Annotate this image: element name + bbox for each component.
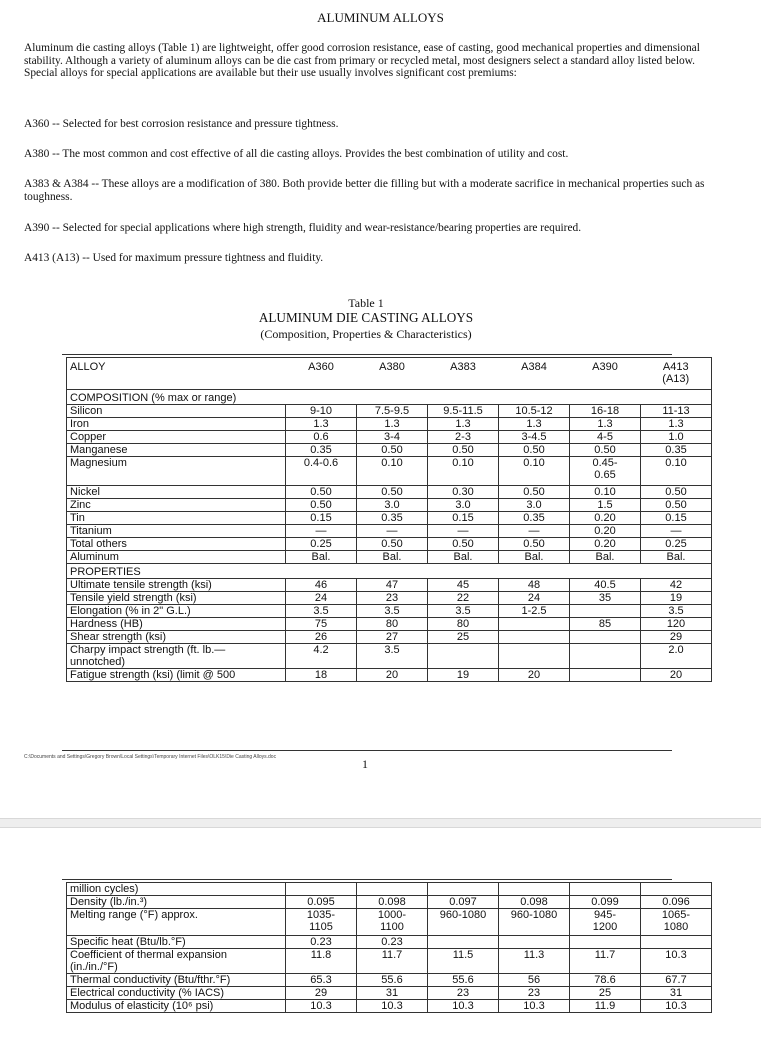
- row-label: Electrical conductivity (% IACS): [67, 987, 286, 1000]
- row-label: Iron: [67, 418, 286, 431]
- table-cell: [641, 883, 712, 896]
- table-row: [67, 525, 712, 538]
- table-cell: 0.50: [357, 486, 428, 499]
- table-cell: —: [428, 525, 499, 538]
- table-cell: 47: [357, 579, 428, 592]
- row-label: Copper: [67, 431, 286, 444]
- table-cell: 7.5-9.5: [357, 405, 428, 418]
- empty-cell: [428, 564, 499, 579]
- table-cell: 0.15: [286, 512, 357, 525]
- table-cell: 29: [641, 631, 712, 644]
- table-cell: 0.20: [570, 525, 641, 538]
- table-cell: 11-13: [641, 405, 712, 418]
- table-cell: 25: [428, 631, 499, 644]
- table-cell: 0.098: [499, 896, 570, 909]
- page-number: 1: [362, 757, 368, 771]
- table-cell: 3-4.5: [499, 431, 570, 444]
- table-cell: 120: [641, 618, 712, 631]
- table-cell: 1.3: [286, 418, 357, 431]
- table-cell: 0.097: [428, 896, 499, 909]
- table-cell: Bal.: [286, 551, 357, 564]
- table-cell: 75: [286, 618, 357, 631]
- table-row: [67, 896, 712, 909]
- table-cell: 11.9: [570, 1000, 641, 1013]
- table-cell: 9-10: [286, 405, 357, 418]
- table-cell: 960-1080: [499, 909, 570, 936]
- row-label: Ultimate tensile strength (ksi): [67, 579, 286, 592]
- table-cell: 960-1080: [428, 909, 499, 936]
- row-label: Specific heat (Btu/lb.°F): [67, 936, 286, 949]
- table-cell: [428, 936, 499, 949]
- table-cell: —: [286, 525, 357, 538]
- table-cell: 24: [286, 592, 357, 605]
- table-cell: 22: [428, 592, 499, 605]
- table-cell: 27: [357, 631, 428, 644]
- row-label: Elongation (% in 2" G.L.): [67, 605, 286, 618]
- row-label: Zinc: [67, 499, 286, 512]
- table-cell: A413 (A13): [641, 358, 712, 390]
- table-cell: 31: [641, 987, 712, 1000]
- table-cell: [570, 936, 641, 949]
- note-a380: A380 -- The most common and cost effective of all die casting alloys. Provides the best combination of utility and cost.: [24, 148, 569, 160]
- table-cell: [570, 631, 641, 644]
- table-cont-outer-top-line: [62, 879, 672, 880]
- table-cell: 0.096: [641, 896, 712, 909]
- table-cell: 0.50: [357, 444, 428, 457]
- table-cell: 1.3: [499, 418, 570, 431]
- table-row: [67, 644, 712, 669]
- table-cell: 1.3: [641, 418, 712, 431]
- table-cell: 10.3: [357, 1000, 428, 1013]
- table-cell: 0.50: [641, 499, 712, 512]
- empty-cell: [357, 390, 428, 405]
- page-break-gap: [0, 818, 761, 828]
- table-header-row: [67, 358, 712, 390]
- table-cell: 0.50: [428, 444, 499, 457]
- table-cell: 1000- 1100: [357, 909, 428, 936]
- table-row: [67, 418, 712, 431]
- table-cell: Bal.: [357, 551, 428, 564]
- table-cell: A360: [286, 358, 357, 390]
- table-cell: 0.098: [357, 896, 428, 909]
- empty-cell: [570, 564, 641, 579]
- table-cell: 3.0: [499, 499, 570, 512]
- page-title: ALUMINUM ALLOYS: [317, 10, 444, 25]
- table-row: [67, 499, 712, 512]
- table-cell: 3.5: [428, 605, 499, 618]
- table-cell: [286, 883, 357, 896]
- table-cell: 56: [499, 974, 570, 987]
- table-cell: 0.095: [286, 896, 357, 909]
- table-cell: 4.2: [286, 644, 357, 669]
- table-cell: 0.23: [286, 936, 357, 949]
- table-cell: A384: [499, 358, 570, 390]
- row-label: million cycles): [67, 883, 286, 896]
- table-cell: 0.10: [428, 457, 499, 486]
- empty-cell: [641, 390, 712, 405]
- row-label: Tensile yield strength (ksi): [67, 592, 286, 605]
- row-label: ALLOY: [67, 358, 286, 390]
- table-cell: 0.50: [570, 444, 641, 457]
- table-cell: 0.50: [499, 444, 570, 457]
- row-label: Thermal conductivity (Btu/fthr.°F): [67, 974, 286, 987]
- table-cell: 0.45- 0.65: [570, 457, 641, 486]
- table-cell: 23: [428, 987, 499, 1000]
- table-cell: 80: [357, 618, 428, 631]
- row-label: Fatigue strength (ksi) (limit @ 500: [67, 669, 286, 682]
- table-cell: 1035- 1105: [286, 909, 357, 936]
- table-cell: 65.3: [286, 974, 357, 987]
- table-cell: 1.3: [570, 418, 641, 431]
- table-cell: 0.20: [570, 538, 641, 551]
- table-subtitle: (Composition, Properties & Characteristics): [260, 327, 472, 341]
- table-cell: 1.3: [428, 418, 499, 431]
- table-cell: [428, 883, 499, 896]
- table-row: [67, 1000, 712, 1013]
- table-cell: 10.5-12: [499, 405, 570, 418]
- table-cell: Bal.: [499, 551, 570, 564]
- table-cell: 20: [357, 669, 428, 682]
- empty-cell: [499, 564, 570, 579]
- table-cell: 46: [286, 579, 357, 592]
- table-row: [67, 974, 712, 987]
- table-cell: —: [499, 525, 570, 538]
- table-cell: 1.5: [570, 499, 641, 512]
- table-cell: 25: [570, 987, 641, 1000]
- table-cell: 3.0: [357, 499, 428, 512]
- table-cell: 48: [499, 579, 570, 592]
- table-cell: Bal.: [641, 551, 712, 564]
- table-cell: 0.50: [499, 538, 570, 551]
- row-label: Hardness (HB): [67, 618, 286, 631]
- table-cell: [428, 644, 499, 669]
- section-heading: COMPOSITION (% max or range): [67, 390, 286, 405]
- row-label: Charpy impact strength (ft. lb.— unnotched): [67, 644, 286, 669]
- table-cell: 11.5: [428, 949, 499, 974]
- table-row: [67, 444, 712, 457]
- table-cell: 19: [428, 669, 499, 682]
- table-cell: 55.6: [357, 974, 428, 987]
- empty-cell: [286, 390, 357, 405]
- table-cell: 16-18: [570, 405, 641, 418]
- row-label: Nickel: [67, 486, 286, 499]
- alloy-table: [66, 357, 712, 682]
- table-cell: 18: [286, 669, 357, 682]
- intro-paragraph: Aluminum die casting alloys (Table 1) are lightweight, offer good corrosion resistance, ease of casting, good mechanical properties and dimensional stability. Although a variety of aluminum alloys can be die cast from primary or recycled metal, most designers select a standard alloy listed below. Special alloys for special applications are available but their use usually involves significant cost premiums:: [24, 42, 700, 80]
- table-cell: 31: [357, 987, 428, 1000]
- empty-cell: [499, 390, 570, 405]
- table-row: [67, 631, 712, 644]
- table-cell: 10.3: [641, 1000, 712, 1013]
- table-cell: 0.15: [641, 512, 712, 525]
- table-cell: 0.50: [286, 486, 357, 499]
- table-row: [67, 669, 712, 682]
- row-label: Tin: [67, 512, 286, 525]
- table-cell: [570, 669, 641, 682]
- table-cell: 1-2.5: [499, 605, 570, 618]
- empty-cell: [641, 564, 712, 579]
- table-cell: [570, 883, 641, 896]
- empty-cell: [428, 390, 499, 405]
- table-cell: 9.5-11.5: [428, 405, 499, 418]
- table-cell: 0.20: [570, 512, 641, 525]
- table-row: [67, 405, 712, 418]
- table-cell: 3.5: [641, 605, 712, 618]
- table-cell: 3.5: [357, 644, 428, 669]
- table-cell: [570, 605, 641, 618]
- table-cell: 0.50: [357, 538, 428, 551]
- row-label: Titanium: [67, 525, 286, 538]
- table-cell: —: [357, 525, 428, 538]
- table-cell: 0.15: [428, 512, 499, 525]
- table-row: [67, 618, 712, 631]
- table-cell: 3-4: [357, 431, 428, 444]
- table-cell: 29: [286, 987, 357, 1000]
- table-cell: 0.50: [428, 538, 499, 551]
- table-cell: 0.6: [286, 431, 357, 444]
- section-properties: [67, 564, 712, 579]
- table-cell: 0.35: [286, 444, 357, 457]
- table-cell: 42: [641, 579, 712, 592]
- row-label: Magnesium: [67, 457, 286, 486]
- table-cell: 4-5: [570, 431, 641, 444]
- table-label: Table 1: [348, 296, 384, 310]
- table-cell: 24: [499, 592, 570, 605]
- table-cell: 0.35: [499, 512, 570, 525]
- table-cell: [499, 883, 570, 896]
- table-cell: 1.3: [357, 418, 428, 431]
- table-cell: 0.23: [357, 936, 428, 949]
- table-row: [67, 486, 712, 499]
- table-cell: 0.50: [641, 486, 712, 499]
- table-row: [67, 936, 712, 949]
- empty-cell: [286, 564, 357, 579]
- table-row: [67, 551, 712, 564]
- table-cell: 0.10: [499, 457, 570, 486]
- table-cell: 80: [428, 618, 499, 631]
- table-cell: 945- 1200: [570, 909, 641, 936]
- table-cell: 20: [499, 669, 570, 682]
- table-cell: 35: [570, 592, 641, 605]
- table-row: [67, 431, 712, 444]
- table-cell: 23: [357, 592, 428, 605]
- table-cell: 20: [641, 669, 712, 682]
- table-cell: 1.0: [641, 431, 712, 444]
- footer-file-path: C:\Documents and Settings\Gregory Brown\Local Settings\Temporary Internet Files\OLK15\Die Casting Alloys.doc: [24, 754, 277, 760]
- table-cell: Bal.: [428, 551, 499, 564]
- table-cell: 55.6: [428, 974, 499, 987]
- row-label: Silicon: [67, 405, 286, 418]
- note-a390: A390 -- Selected for special applications where high strength, fluidity and wear-resistance/bearing properties are required.: [24, 222, 582, 234]
- table-cell: 10.3: [428, 1000, 499, 1013]
- table-row: [67, 949, 712, 974]
- table-cell: 0.35: [641, 444, 712, 457]
- table-cell: 78.6: [570, 974, 641, 987]
- table-row: [67, 883, 712, 896]
- table-cell: 3.5: [357, 605, 428, 618]
- table-cell: —: [641, 525, 712, 538]
- table-cell: 2-3: [428, 431, 499, 444]
- note-a413: A413 (A13) -- Used for maximum pressure tightness and fluidity.: [24, 252, 324, 264]
- table-cell: 11.7: [570, 949, 641, 974]
- table-cell: 11.8: [286, 949, 357, 974]
- table-cell: 0.50: [286, 499, 357, 512]
- row-label: Aluminum: [67, 551, 286, 564]
- table-outer-bottom-line: [62, 750, 672, 751]
- empty-cell: [570, 390, 641, 405]
- row-label: Total others: [67, 538, 286, 551]
- table-cell: 0.25: [286, 538, 357, 551]
- table-cell: 0.10: [357, 457, 428, 486]
- row-label: Modulus of elasticity (10⁶ psi): [67, 1000, 286, 1013]
- table-cell: [499, 631, 570, 644]
- table-row: [67, 592, 712, 605]
- table-cell: 0.4-0.6: [286, 457, 357, 486]
- row-label: Density (lb./in.³): [67, 896, 286, 909]
- table-cell: 3.0: [428, 499, 499, 512]
- empty-cell: [357, 564, 428, 579]
- table-cell: 11.7: [357, 949, 428, 974]
- row-label: Manganese: [67, 444, 286, 457]
- table-cell: 0.25: [641, 538, 712, 551]
- table-cell: [499, 936, 570, 949]
- section-composition: [67, 390, 712, 405]
- table-cell: 0.50: [499, 486, 570, 499]
- row-label: Melting range (°F) approx.: [67, 909, 286, 936]
- table-cell: [499, 618, 570, 631]
- table-cell: Bal.: [570, 551, 641, 564]
- table-cell: 85: [570, 618, 641, 631]
- table-row: [67, 457, 712, 486]
- table-cell: [499, 644, 570, 669]
- table-cell: 10.3: [286, 1000, 357, 1013]
- table-row: [67, 605, 712, 618]
- table-cell: 3.5: [286, 605, 357, 618]
- row-label: Shear strength (ksi): [67, 631, 286, 644]
- alloy-table-continued: [66, 882, 712, 1013]
- table-cell: 10.3: [499, 1000, 570, 1013]
- table-cell: 1065- 1080: [641, 909, 712, 936]
- table-title: ALUMINUM DIE CASTING ALLOYS: [258, 310, 474, 325]
- table-cell: 0.099: [570, 896, 641, 909]
- table-cell: 0.35: [357, 512, 428, 525]
- table-cell: [570, 644, 641, 669]
- table-cell: 0.30: [428, 486, 499, 499]
- note-a383-a384: A383 & A384 -- These alloys are a modification of 380. Both provide better die filling but with a moderate sacrifice in mechanical properties such as toughness.: [24, 178, 705, 203]
- table-cell: [357, 883, 428, 896]
- table-cell: 23: [499, 987, 570, 1000]
- table-cell: [641, 936, 712, 949]
- table-cell: 0.10: [570, 486, 641, 499]
- table-cell: 10.3: [641, 949, 712, 974]
- table-cell: 45: [428, 579, 499, 592]
- table-cell: A383: [428, 358, 499, 390]
- table-cell: 67.7: [641, 974, 712, 987]
- table-row: [67, 987, 712, 1000]
- table-cell: 2.0: [641, 644, 712, 669]
- table-cell: A390: [570, 358, 641, 390]
- table-cell: 19: [641, 592, 712, 605]
- note-a360: A360 -- Selected for best corrosion resistance and pressure tightness.: [24, 118, 339, 130]
- table-cell: 11.3: [499, 949, 570, 974]
- row-label: Coefficient of thermal expansion (in./in./°F): [67, 949, 286, 974]
- section-heading: PROPERTIES: [67, 564, 286, 579]
- table-row: [67, 538, 712, 551]
- table-outer-top-line: [62, 354, 672, 355]
- table-row: [67, 909, 712, 936]
- table-row: [67, 512, 712, 525]
- table-cell: 40.5: [570, 579, 641, 592]
- table-row: [67, 579, 712, 592]
- table-cell: 0.10: [641, 457, 712, 486]
- table-cell: 26: [286, 631, 357, 644]
- table-cell: A380: [357, 358, 428, 390]
